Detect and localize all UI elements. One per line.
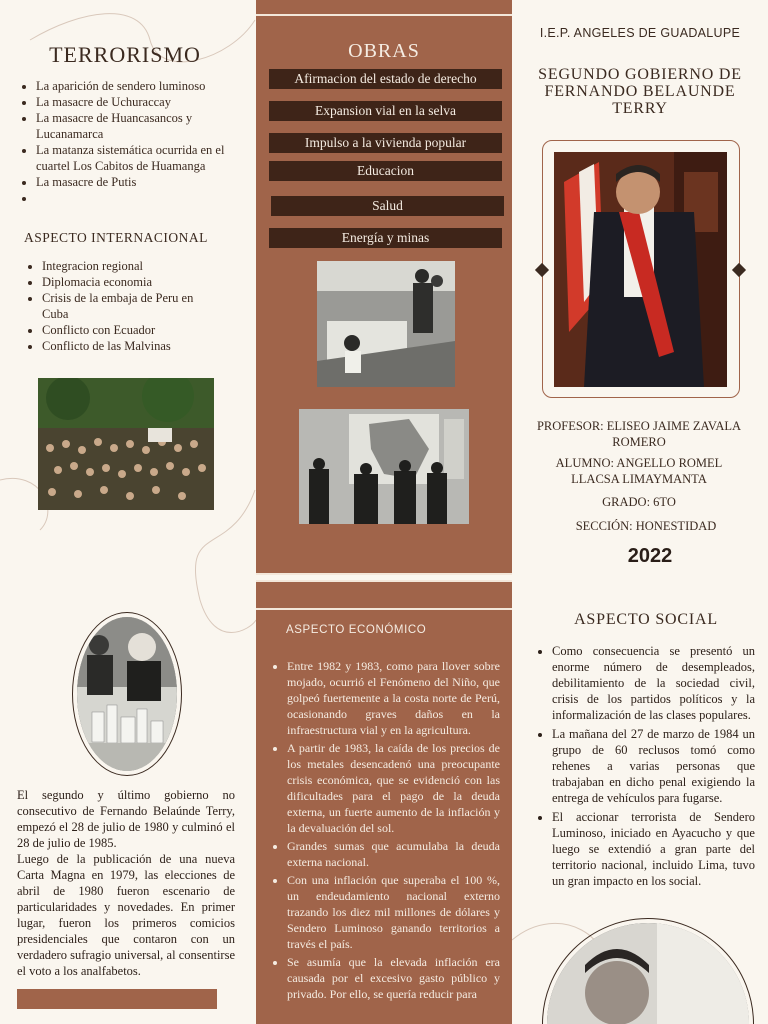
belaunde-close-photo xyxy=(547,923,749,1024)
list-item: • La matanza sistemática ocurrida en el cuartel Los Cabitos de Huamanga xyxy=(36,142,236,174)
decorative-bar xyxy=(17,989,217,1009)
grado-label: GRADO: 6TO xyxy=(602,495,676,509)
divider-line xyxy=(256,573,512,575)
obras-title: OBRAS xyxy=(348,40,420,62)
list-item: • La masacre de Uchuraccay xyxy=(36,94,236,110)
main-title: SEGUNDO GOBIERNO DE FERNANDO BELAUNDE TERRY xyxy=(538,66,742,117)
divider-line xyxy=(256,580,512,582)
alumno-label: ALUMNO: ANGELLO ROMEL LLACSA LIMAYMANTA xyxy=(555,456,723,486)
list-item: • La masacre de Putis xyxy=(36,174,236,190)
obras-item-bar: Salud xyxy=(271,196,504,216)
obras-item-bar: Educacion xyxy=(269,161,502,181)
intro-paragraph: El segundo y último gobierno no consecutivo de Fernando Belaúnde Terry, empezó el 28 de julio de 1980 y culminó el 28 de julio de 1985. Luego de la publicación de una nueva Carta Magna en 1979, las elecciones de abril de 1980 fueron escenario de particularidades y novedades. En primer lugar, fueron los primeros comicios presidenciales que contaron con un verdadero sufragio universal, al consentirse el voto a los analfabetos. xyxy=(17,788,235,978)
obras-item-bar: Expansion vial en la selva xyxy=(269,101,502,121)
list-item xyxy=(36,190,236,206)
list-item: • Con una inflación que superaba el 100 %, un endeudamiento nacional externo trazando los diez mil millones de dólares y Sendero Luminoso ganando territorios a través el país. xyxy=(287,872,500,952)
terrorismo-title: TERRORISMO xyxy=(49,42,201,67)
list-item: • La aparición de sendero luminoso xyxy=(36,78,236,94)
internacional-list xyxy=(42,258,222,354)
list-item: • La mañana del 27 de marzo de 1984 un grupo de 60 reclusos tomó como rehenes a varias personas que trabajaban en dicho penal exigiendo la entrega de vehículos para fugarse. xyxy=(552,726,755,806)
crowd-photo xyxy=(38,378,214,510)
list-item: • La masacre de Huancasancos y Lucanamarca xyxy=(36,110,236,142)
list-item: • El accionar terrorista de Sendero Luminoso, iniciado en Ayacucho y que luego se extendió a gran parte del territorio nacional, incluido Lima, tuvo un gran impacto en los social. xyxy=(552,809,755,889)
list-item: • Se asumía que la elevada inflación era causada por el excesivo gasto público y privado. Por ello, se quería reducir para xyxy=(287,954,500,1002)
school-name: I.E.P. ANGELES DE GUADALUPE xyxy=(539,26,741,40)
list-item: • Grandes sumas que acumulaba la deuda externa nacional. xyxy=(287,838,500,870)
divider-line xyxy=(256,608,512,610)
belaunde-model-photo xyxy=(77,617,177,771)
obras-item-bar: Energía y minas xyxy=(269,228,502,248)
seccion-label: SECCIÓN: HONESTIDAD xyxy=(575,519,717,533)
list-item: • A partir de 1983, la caída de los precios de los metales desencadenó una preocupante crisis económica, que se evidenció con las dificultades para el pago de la deuda externa, un fuerte aumento de la inflación y la devaluación del sol. xyxy=(287,740,500,836)
economico-title: ASPECTO ECONÓMICO xyxy=(286,624,427,636)
list-item: • Crisis de la embaja de Peru en Cuba xyxy=(42,290,222,322)
social-title: ASPECTO SOCIAL xyxy=(574,611,718,628)
workers-photo xyxy=(317,261,455,387)
president-portrait-photo xyxy=(554,152,727,387)
list-item: • Diplomacia economia xyxy=(42,274,222,290)
profesor-label: PROFESOR: ELISEO JAIME ZAVALA ROMERO xyxy=(536,419,742,449)
map-photo xyxy=(299,409,469,524)
terrorismo-list xyxy=(36,78,236,206)
year-label: 2022 xyxy=(627,545,673,567)
internacional-title: ASPECTO INTERNACIONAL xyxy=(24,230,208,245)
list-item: • Entre 1982 y 1983, como para llover sobre mojado, ocurrió el Fenómeno del Niño, que golpeó fuertemente a la costa norte de Perú, ocasionando graves daños en la infraestructura vial y en la agricultura. xyxy=(287,658,500,738)
list-item: • Integracion regional xyxy=(42,258,222,274)
obras-item-bar: Impulso a la vivienda popular xyxy=(269,133,502,153)
obras-item-bar: Afirmacion del estado de derecho xyxy=(269,69,502,89)
economico-list xyxy=(287,658,500,1002)
list-item: • Conflicto con Ecuador xyxy=(42,322,222,338)
social-list xyxy=(552,643,755,889)
list-item: • Conflicto de las Malvinas xyxy=(42,338,222,354)
divider-line xyxy=(256,14,512,16)
list-item: • Como consecuencia se presentó un enorme número de desempleados, debilitamiento de la sociedad civil, crisis de los partidos políticos y la informalización de las clases populares. xyxy=(552,643,755,723)
